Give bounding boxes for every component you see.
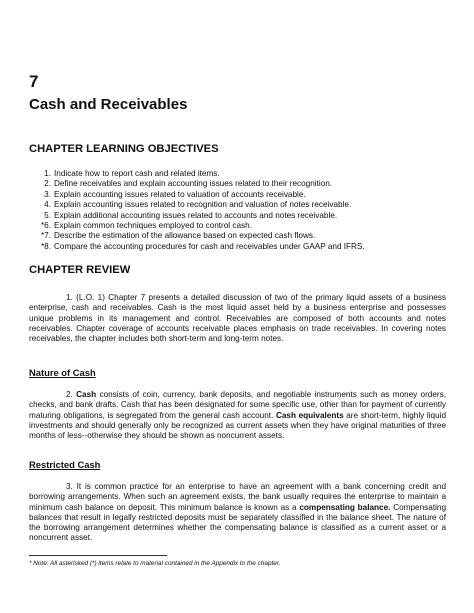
footnote: * Note: All asterisked (*) items relate to material contained in the Appendix to the chapter. [29, 560, 281, 567]
nature-of-cash-heading: Nature of Cash [29, 367, 96, 378]
review-paragraph-1: 1. (L.O. 1) Chapter 7 presents a detailed discussion of two of the primary liquid assets of a business enterprise, cash and receivables. Cash is the most liquid asset held by a business enterprise and possesses unique problems in its management and control. Receivables are composed of both accounts and notes receivables. Chapter coverage of accounts receivable places emphasis on trade receivables. In covering notes receivables, the chapter includes both short-term and long-term notes. [29, 293, 446, 343]
objective-text: Explain accounting issues related to valuation of accounts receivable. [54, 189, 306, 199]
objective-item [29, 190, 459, 200]
objectives-list [29, 169, 459, 252]
paragraph-text: It is common practice for an enterprise to have an agreement with a bank concerning credit and borrowing arrangements. When such an agreement exists, the bank usually requires the enterprise to maintain a minimum cash balance on deposit. This minimum balance is known as a [29, 482, 446, 512]
paragraph-text: consists of coin, currency, bank deposits, and negotiable instruments such as money orders, checks, and bank drafts. Cash that has been designated for some specific use, other than for payment of currently maturing obligations, is segregated from the general cash account. [29, 390, 446, 420]
restricted-cash-paragraph [29, 482, 446, 544]
objective-number: 4. [44, 200, 51, 210]
objective-number: 3. [44, 189, 51, 199]
restricted-cash-heading: Restricted Cash [29, 459, 101, 470]
objective-item [29, 169, 459, 179]
objective-text: Explain accounting issues related to recognition and valuation of notes receivable. [54, 200, 352, 210]
term-cash: Cash [76, 390, 97, 399]
objective-text: Compare the accounting procedures for cash and receivables under GAAP and IFRS. [54, 241, 365, 251]
footnote-divider [29, 555, 167, 556]
objective-text: Describe the estimation of the allowance based on expected cash flows. [54, 231, 316, 241]
objective-number: 1. [44, 169, 51, 178]
objective-text: Explain common techniques employed to control cash. [54, 221, 252, 231]
objective-item [29, 179, 459, 189]
objective-number: 2. [44, 179, 51, 189]
objective-number: *6. [40, 221, 51, 231]
objective-item [29, 242, 459, 252]
objective-number: *7. [40, 231, 51, 241]
paragraph-number: 2. [66, 390, 73, 399]
objective-text: Explain additional accounting issues related to accounts and notes receivable. [54, 210, 338, 220]
objectives-heading: CHAPTER LEARNING OBJECTIVES [29, 143, 219, 155]
chapter-number: 7 [29, 72, 39, 91]
paragraph-number: 3. [66, 482, 73, 491]
objective-number: *8. [40, 241, 51, 251]
nature-of-cash-paragraph [29, 390, 446, 441]
objective-item [29, 211, 459, 221]
review-heading: CHAPTER REVIEW [29, 264, 131, 276]
chapter-title: Cash and Receivables [29, 96, 188, 113]
objective-text: Define receivables and explain accounting issues related to their recognition. [54, 179, 333, 189]
paragraph-text: are short-term, highly liquid investments and should generally only be recognized as current assets when they have original maturities of three months of less--otherwise they should be shown as noncurrent assets. [29, 410, 446, 440]
objective-item [29, 231, 459, 241]
objective-item [29, 221, 459, 231]
paragraph-text: Compensating balances that result in legally restricted deposits must be separately classified in the balance sheet. The nature of the borrowing arrangement determines whether the compensating balance is classified as a current asset or a noncurrent asset. [29, 502, 447, 543]
objective-text: Indicate how to report cash and related items. [54, 169, 220, 178]
term-cash-equivalents: Cash equivalents [275, 410, 344, 420]
objective-item [29, 200, 459, 210]
objective-number: 5. [44, 210, 51, 220]
term-compensating-balance: compensating balance. [299, 502, 391, 512]
